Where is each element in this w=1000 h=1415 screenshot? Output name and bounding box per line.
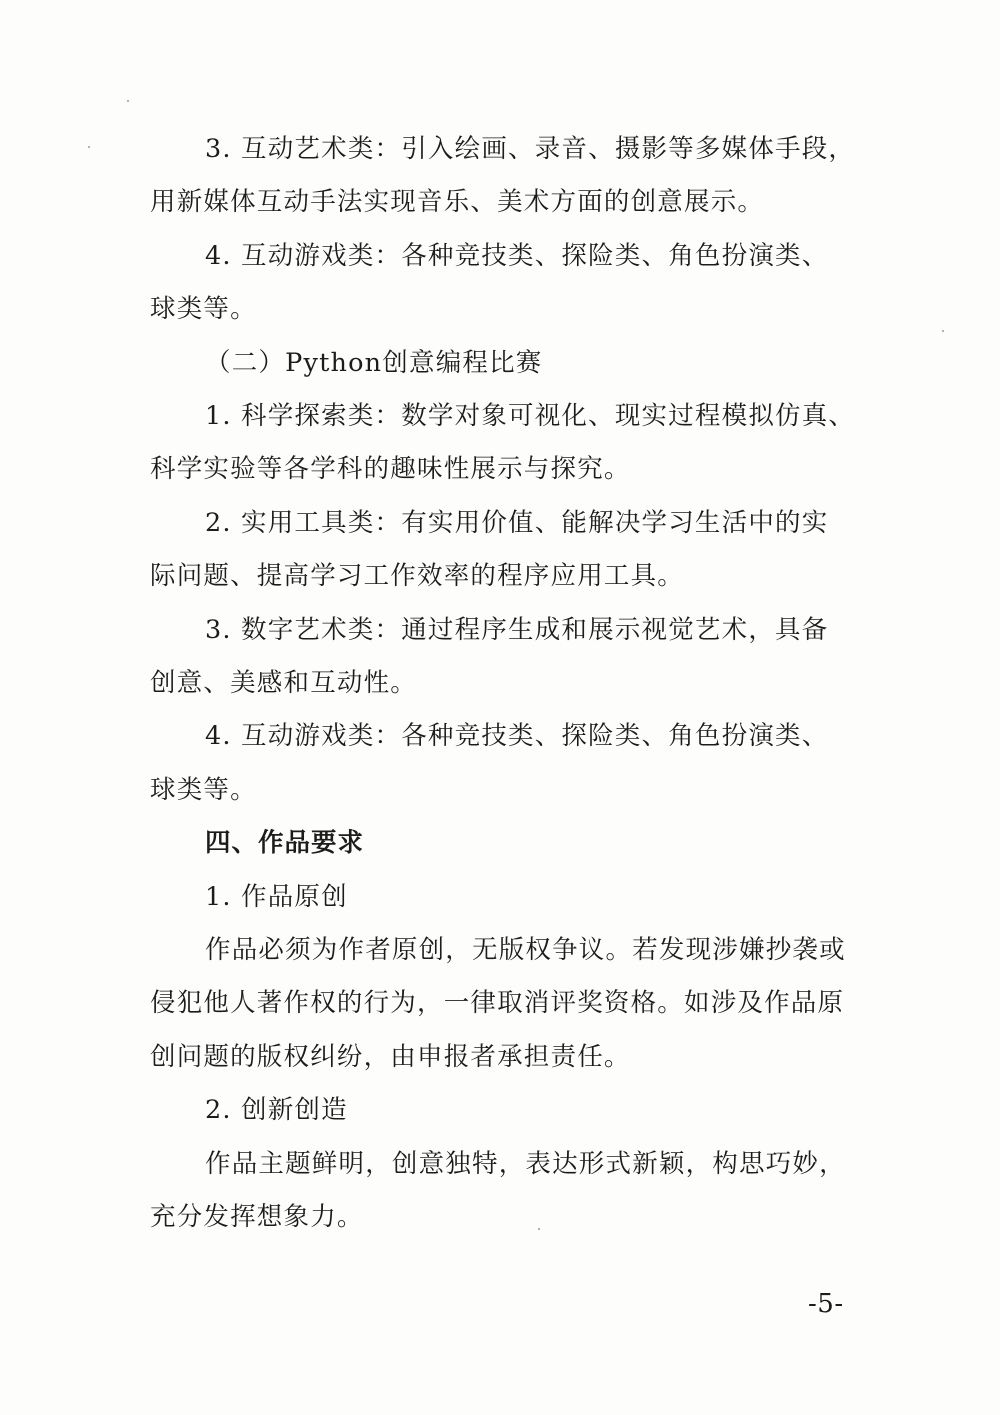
section-heading-python: （二）Python创意编程比赛 bbox=[205, 348, 543, 378]
paragraph-line-innovation: 作品主题鲜明，创意独特，表达形式新颖，构思巧妙， bbox=[205, 1149, 846, 1179]
paragraph-line-digital-art-cont: 创意、美感和互动性。 bbox=[150, 668, 418, 698]
paragraph-line-interactive-art: 3. 互动艺术类：引入绘画、录音、摄影等多媒体手段， bbox=[205, 134, 856, 164]
page-number: -5- bbox=[808, 1289, 844, 1319]
paragraph-line-originality: 作品必须为作者原创，无版权争议。若发现涉嫌抄袭或 bbox=[205, 935, 846, 965]
subheading-originality: 1. 作品原创 bbox=[205, 882, 348, 912]
paragraph-line-interactive-game-cont: 球类等。 bbox=[150, 294, 257, 324]
scan-speck bbox=[127, 100, 129, 102]
paragraph-line-digital-art: 3. 数字艺术类：通过程序生成和展示视觉艺术，具备 bbox=[205, 615, 829, 645]
subheading-innovation: 2. 创新创造 bbox=[205, 1095, 348, 1125]
scan-speck bbox=[942, 330, 944, 332]
paragraph-line-interactive-game-2-cont: 球类等。 bbox=[150, 775, 257, 805]
paragraph-line-interactive-art-cont: 用新媒体互动手法实现音乐、美术方面的创意展示。 bbox=[150, 187, 765, 217]
paragraph-line-tools-cont: 际问题、提高学习工作效率的程序应用工具。 bbox=[150, 561, 685, 591]
paragraph-line-science-cont: 科学实验等各学科的趣味性展示与探究。 bbox=[150, 454, 631, 484]
section-heading-requirements: 四、作品要求 bbox=[205, 828, 365, 858]
paragraph-line-tools: 2. 实用工具类：有实用价值、能解决学习生活中的实 bbox=[205, 508, 829, 538]
paragraph-line-originality-cont: 侵犯他人著作权的行为，一律取消评奖资格。如涉及作品原 bbox=[150, 988, 845, 1018]
paragraph-line-science: 1. 科学探索类：数学对象可视化、现实过程模拟仿真、 bbox=[205, 401, 856, 431]
scan-speck bbox=[88, 146, 90, 148]
paragraph-line-originality-end: 创问题的版权纠纷，由申报者承担责任。 bbox=[150, 1042, 631, 1072]
paragraph-line-innovation-cont: 充分发挥想象力。 bbox=[150, 1202, 364, 1232]
paragraph-line-interactive-game: 4. 互动游戏类：各种竞技类、探险类、角色扮演类、 bbox=[205, 241, 829, 271]
paragraph-line-interactive-game-2: 4. 互动游戏类：各种竞技类、探险类、角色扮演类、 bbox=[205, 721, 829, 751]
scan-speck bbox=[538, 1228, 540, 1230]
